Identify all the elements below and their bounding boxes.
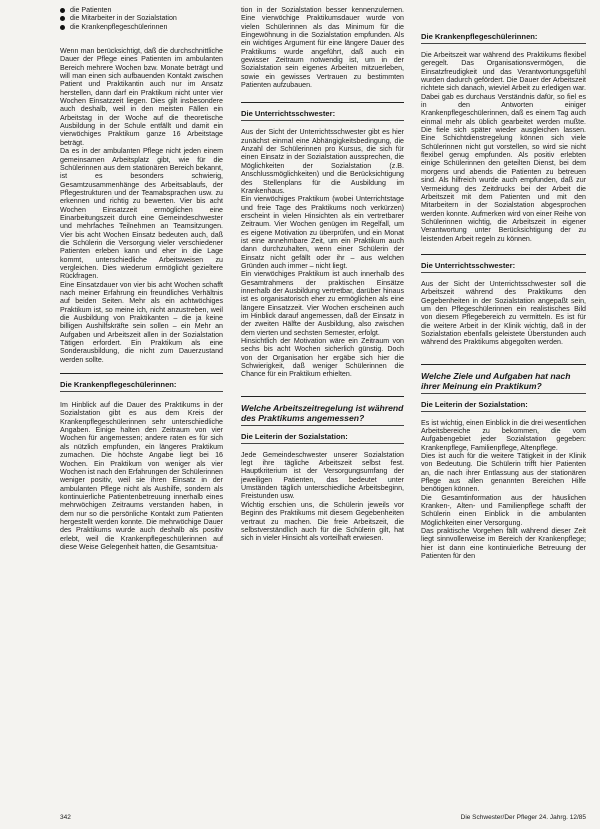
divider bbox=[241, 102, 404, 103]
divider bbox=[241, 425, 404, 426]
divider bbox=[421, 43, 586, 44]
column-1 bbox=[60, 6, 223, 551]
divider bbox=[421, 411, 586, 412]
paragraph: Das praktische Vorgehen fällt während dieser Zeit liegt sinnvollerweise im Bereich der Krankenpflege; hier ist dann eine kontinuierliche Betreuung der Patienten für den bbox=[421, 527, 586, 561]
section-heading: Die Leiterin der Sozialstation: bbox=[241, 431, 348, 441]
paragraph: Die Arbeitszeit war während des Praktikums flexibel geregelt. Das Organisationsvermögen, die Einsatzfreudigkeit und das Verantwortungsgefühl wurden dadurch gefördert. Die Dauer der Arbeitszeit richtete sich danach, wieviel Arbeit zu erledigen war. Dabei gab es durchaus Verständnis dafür, so fiel es in den Antworten einiger Krankenpflegeschülerinnen, daß es einem Tag auch einmal mehr als üblich gearbeitet werden mußte. Die fiele sich später wieder ausgleichen lassen. Eine Schichtdienstregelung können sich viele Schülerinnen nicht gut vorstellen, so wird sie nicht flexibel genug empfunden. Als positiv erlebten einige Schülerinnen den geteilten Dienst, bei dem morgens und abends die Patienten zu betreuen sind. Als hilfreich wurde auch empfunden, daß zur Vermeidung des Zeitdrucks bei der Arbeit die Arbeitszeit mit dem Patienten und mit den Mitarbeitern in der Sozialstation abgesprochen werden konnte. Aufmerken wird von einer Reihe von Schülerinnen wichtig, die Arbeitszeit in eigener Verantwortung unter Berücksichtigung der zu leistenden Arbeit regeln zu können. bbox=[421, 51, 586, 243]
paragraph: Ein vierwöchiges Praktikum ist auch innerhalb des Gesamtrahmens der praktischen Einsätze innerhalb der Ausbildung vertretbar, darüber hinaus ist es organisatorisch eher zu ermöglichen als eine längere Einsatzzeit. Vier Wochen erscheinen auch im Hinblick darauf angemessen, daß der Einsatz in der zweiten Hälfte der Ausbildung, also zwischen dem vierten und sechsten Semester, erfolgt. bbox=[241, 270, 404, 337]
divider bbox=[421, 364, 586, 365]
paragraph: tion in der Sozialstation besser kennenzulernen. Eine vierwöchige Praktikumsdauer wurde von vielen Schülerinnen als das Minimum für die Eingewöhnung in die Sozialstation empfunden. Als ein wichtiges Argument für eine längere Dauer des Praktikums wurde angeführt, daß auch ein gewisser Zeitraum notwendig ist, um in der Sozialstation sein eigenes Arbeiten mitzuerleben, sowie ein gewisses Vertrauen zu bestimmten Patienten aufzubauen. bbox=[241, 6, 404, 90]
paragraph: Ein vierwöchiges Praktikum (wobei Unterrichtstage und freie Tage des Praktikums noch verkürzen) erscheint in vielen Hinsichten als ein vertretbarer Zeitraum. Vier Wochen genügen im Regelfall, um es eigene Motivation zu überprüfen, und ein Monat ist eine annehmbare Zeit, um ein Praktikum auch dann durchzuhalten, wenn einer Schülerin der Einsatz nicht gefällt oder ihr – aus welchen Gründen auch immer – nicht liegt. bbox=[241, 195, 404, 270]
section-heading: Die Unterrichtsschwester: bbox=[421, 260, 516, 270]
section-heading: Die Leiterin der Sozialstation: bbox=[421, 399, 528, 409]
divider bbox=[60, 373, 223, 374]
paragraph: Dies ist auch für die weitere Tätigkeit in der Klinik von Bedeutung. Die Schülerin trifft hier Patienten an, die nach ihrer Entlassung aus der stationären Pflege aus allen genannten Bereichen Hilfe benötigen können. bbox=[421, 452, 586, 494]
divider bbox=[241, 120, 404, 121]
journal-footer: Die Schwester/Der Pfleger 24. Jahrg. 12/85 bbox=[460, 814, 586, 821]
paragraph: Im Hinblick auf die Dauer des Praktikums in der Sozialstation gibt es aus dem Kreis der Krankenpflegeschülerinnen sehr unterschiedliche Angaben. Einige halten den Zeitraum von vier Wochen für angemessen; andere raten es für sich als nützlich empfunden, ein längeres Praktikum zumachen. Die höchste Angabe liegt bei 16 Wochen. Ein Praktikum von weniger als vier Wochen ist nach den Erfahrungen der Schülerinnen weniger positiv, weil sie ihren Einsatz in der ambulanten Pflege nicht als Aushilfe, sondern als kontinuierliche Patientenbetreuung innerhalb eines mehrwöchigen Zeitraums verstanden haben, in dem nur so die persönliche Kontakt zum Patienten hergestellt werden konnte. Die mehrwöchige Dauer des Praktikums wurde auch deshalb als positiv erlebt, weil die Krankenpflegeschülerinnen auf diese Weise Gelegenheit hatten, die Gesamtsitua- bbox=[60, 401, 223, 551]
paragraph: Aus der Sicht der Unterrichtsschwester soll die Arbeitszeit während des Praktikums den Gegebenheiten in der Sozialstation angepaßt sein, um den Pflegeschülerinnen ein realistisches Bild von diesem Pflegebereich zu vermitteln. Es ist für die weitere Arbeit in der Klinik wichtig, daß in der Sozialstation ebenfalls geleistete Überstunden auch während des Praktikums abgegolten werden. bbox=[421, 279, 586, 347]
question-heading: Welche Ziele und Aufgaben hat nach ihrer Meinung ein Praktikum? bbox=[421, 370, 571, 391]
divider bbox=[60, 391, 223, 392]
paragraph: Wichtig erschien uns, die Schülerin jeweils vor Beginn des Praktikums mit diesem Gegebenheiten vertraut zu machen. Die freie Arbeitszeit, die selbstverständlich auch für die Schülerin gilt, hat sich in vieler Hinsicht als vorteilhaft erwiesen. bbox=[241, 500, 404, 543]
divider bbox=[241, 396, 404, 397]
divider bbox=[421, 272, 586, 273]
section-heading: Die Krankenpflegeschülerinnen: bbox=[60, 380, 177, 390]
paragraph: Da es in der ambulanten Pflege nicht jeden einem gemeinsamen Arbeitsplatz gibt, wie für die Schülerinnen aus dem stationären Bereich bekannt, ist es besonders schwierig, Gesamtzusammenhänge des Arbeitsablaufs, der Pflegestrukturen und der Teamabsprachen usw. zu erkennen und richtig zu bewerten. Vier bis acht Wochen Einsatzzeit ermöglichen eine Einarbeitungszeit durch eine Gemeindeschwester und mehrfaches Teilnehmen an Teamsitzungen. Vier bis acht Wochen Einsatz bedeuten auch, daß die Schülerin die Versorgung vieler verschiedener Patienten erleben kann und eher in die Lage kommt, unterschiedliche Arbeitsweisen zu vergleichen. Dies wiederum ermöglicht gezieltere Rückfragen. bbox=[60, 147, 223, 281]
paragraph: Die Gesamtinformation aus der häuslichen Kranken-, Alten- und Familienpflege schafft der Schülerin einen Einblick in die ambulanten Möglichkeiten einer Versorgung. bbox=[421, 493, 586, 527]
column-3 bbox=[421, 6, 586, 561]
section-heading: Die Krankenpflegeschülerinnen: bbox=[421, 32, 538, 41]
bullet-list bbox=[60, 6, 223, 31]
divider bbox=[241, 443, 404, 444]
paragraph: Jede Gemeindeschwester unserer Sozialstation legt ihre tägliche Arbeitszeit selbst fest. Hauptkriterium ist der Versorgungsumfang der jeweiligen Patienten, das bedeutet unter Umständen täglich unterschiedliche Arbeitsbeginn, Freistunden usw. bbox=[241, 450, 404, 501]
paragraph: Wenn man berücksichtigt, daß die durchschnittliche Dauer der Pflege eines Patienten im ambulanten Bereich mehrere Wochen bzw. Monate beträgt und will man einen sich aufbauenden Kontakt zwischen Patient und Praktikantin auch nur im Ansatz herstellen, dann darf ein Praktikum nicht unter vier Wochen Einsatzzeit liegen. Dies gilt insbesondere auch deshalb, weil in den meisten Fällen ein Arbeitstag in der Woche auf die theoretische Ausbildung in der Schule entfällt und damit ein vierwöchiges Praktikum ganze 16 Arbeitstage beträgt. bbox=[60, 47, 223, 147]
bullet-item: die Krankenpflegeschülerinnen bbox=[60, 23, 223, 31]
section-heading: Die Unterrichtsschwester: bbox=[241, 109, 336, 119]
divider bbox=[421, 393, 586, 394]
paragraph: Es ist wichtig, einen Einblick in die drei wesentlichen Arbeitsbereiche zu bekommen, die vom Aufgabengebiet jeder Sozialstation gegeben: Krankenpflege, Familienpflege, Altenpflege. bbox=[421, 418, 586, 452]
bullet-item: die Patienten bbox=[60, 6, 223, 14]
paragraph: Eine Einsatzdauer von vier bis acht Wochen schafft nach meiner Erfahrung ein freundliches Verhältnis auf beiden Seiten. Mehr als ein achtwöchiges Praktikum ist, so meine ich, nicht anzustreben, weil die Ausbildung von Praktikanten – die ja keine billigen Aushilfskräfte sein sollen – ein Mehr an Aufgaben und Arbeitszeit allen in der Sozialstation Tätigen erfordert. Ein Praktikum als eine Sonderausbildung, die nicht zum Dauerzustand werden sollte. bbox=[60, 280, 223, 364]
divider bbox=[421, 254, 586, 255]
paragraph: Aus der Sicht der Unterrichtsschwester gibt es hier zunächst einmal eine Abhängigkeitsbedingung, die Anzahl der Schülerinnen pro Kursus, die sich für einen Einsatz in der Sozialstation aussprechen, die Möglichkeiten der Sozialstation (z.B. Anschlussmöglichkeiten) und die Berücksichtigung des Stellenplans für die Ausbildung im Krankenhaus. bbox=[241, 128, 404, 195]
page-number: 342 bbox=[60, 814, 71, 821]
column-2 bbox=[241, 6, 404, 543]
question-heading: Welche Arbeitszeitregelung ist während des Praktikums angemessen? bbox=[241, 402, 404, 423]
paragraph: Hinsichtlich der Motivation wäre ein Zeitraum von sechs bis acht Wochen sicherlich günstig. Doch von der Organisation her ergäbe sich hier die Schwierigkeit, daß weniger Schülerinnen die Chance für ein Praktikum erhielten. bbox=[241, 337, 404, 379]
bullet-item: die Mitarbeiter in der Sozialstation bbox=[60, 14, 223, 22]
